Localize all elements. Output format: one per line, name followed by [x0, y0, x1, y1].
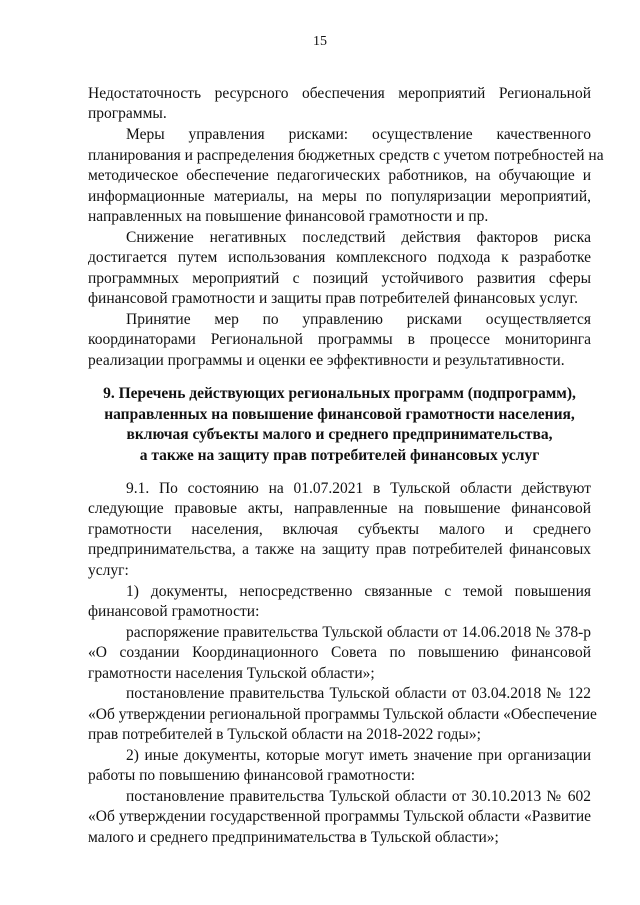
section-heading: направленных на повышение финансовой грамотности населения,: [104, 406, 575, 423]
doc-decree-602: постановление правительства Тульской области от 30.10.2013 № 602: [126, 788, 591, 805]
para-risk-management: информационные материалы, на меры по популяризации мероприятий,: [88, 188, 591, 205]
para-risk-management: направленных на повышение финансовой грамотности и пр.: [88, 208, 489, 225]
para-risk-reduction: финансовой грамотности и защиты прав потребителей финансовых услуг.: [88, 290, 578, 307]
list-item-1: 1) документы, непосредственно связанные с темой повышения: [126, 583, 591, 600]
para-risk-coordination: Принятие мер по управлению рисками осуществляется: [126, 311, 591, 328]
para-risk-reduction: программных мероприятий с позиций устойчивого развития сферы: [88, 270, 591, 287]
para-9-1: 9.1. По состоянию на 01.07.2021 в Тульской области действуют: [126, 480, 591, 497]
list-item-2: 2) иные документы, которые могут иметь значение при организации: [126, 747, 591, 764]
para-9-1: предпринимательства, а также на защиту прав потребителей финансовых: [88, 541, 591, 558]
para-9-1: услуг:: [88, 562, 129, 579]
para-risk-text: Недостаточность ресурсного обеспечения мероприятий Региональной: [88, 85, 591, 102]
section-heading: 9. Перечень действующих региональных программ (подпрограмм),: [103, 385, 576, 402]
para-risk-text: программы.: [88, 105, 167, 122]
para-9-1: грамотности населения, включая субъекты малого и среднего: [88, 521, 591, 538]
section-heading: а также на защиту прав потребителей финансовых услуг: [139, 447, 540, 464]
doc-order-378: «О создании Координационного Совета по повышению финансовой: [88, 644, 591, 661]
para-risk-coordination: реализации программы и оценки ее эффективности и результативности.: [88, 352, 565, 369]
doc-decree-602: «Об утверждении государственной программы Тульской области «Развитие: [88, 808, 591, 825]
para-risk-management: планирования и распределения бюджетных средств с учетом потребностей на: [88, 147, 604, 164]
doc-decree-602: малого и среднего предпринимательства в Тульской области»;: [88, 829, 499, 846]
list-item-2: работы по повышению финансовой грамотности:: [88, 767, 416, 784]
list-item-1: финансовой грамотности:: [88, 603, 260, 620]
doc-decree-122: «Об утверждении региональной программы Тульской области «Обеспечение: [88, 706, 597, 723]
para-risk-reduction: достигается путем использования комплексного подхода к разработке: [88, 249, 591, 266]
doc-decree-122: постановление правительства Тульской области от 03.04.2018 № 122: [126, 685, 591, 702]
para-risk-management: Меры управления рисками: осуществление качественного: [126, 126, 591, 143]
doc-order-378: распоряжение правительства Тульской области от 14.06.2018 № 378-р: [126, 624, 591, 641]
para-risk-reduction: Снижение негативных последствий действия факторов риска: [126, 229, 591, 246]
doc-order-378: грамотности населения Тульской области»;: [88, 665, 375, 682]
page-number: 15: [313, 34, 327, 49]
doc-decree-122: прав потребителей в Тульской области на 2018-2022 годы»;: [88, 726, 481, 743]
para-9-1: следующие правовые акты, направленные на повышение финансовой: [88, 500, 591, 517]
para-risk-management: методическое обеспечение педагогических работников, на обучающие и: [88, 167, 591, 184]
section-heading: включая субъекты малого и среднего предпринимательства,: [126, 426, 553, 443]
para-risk-coordination: координаторами Региональной программы в процессе мониторинга: [88, 331, 591, 348]
